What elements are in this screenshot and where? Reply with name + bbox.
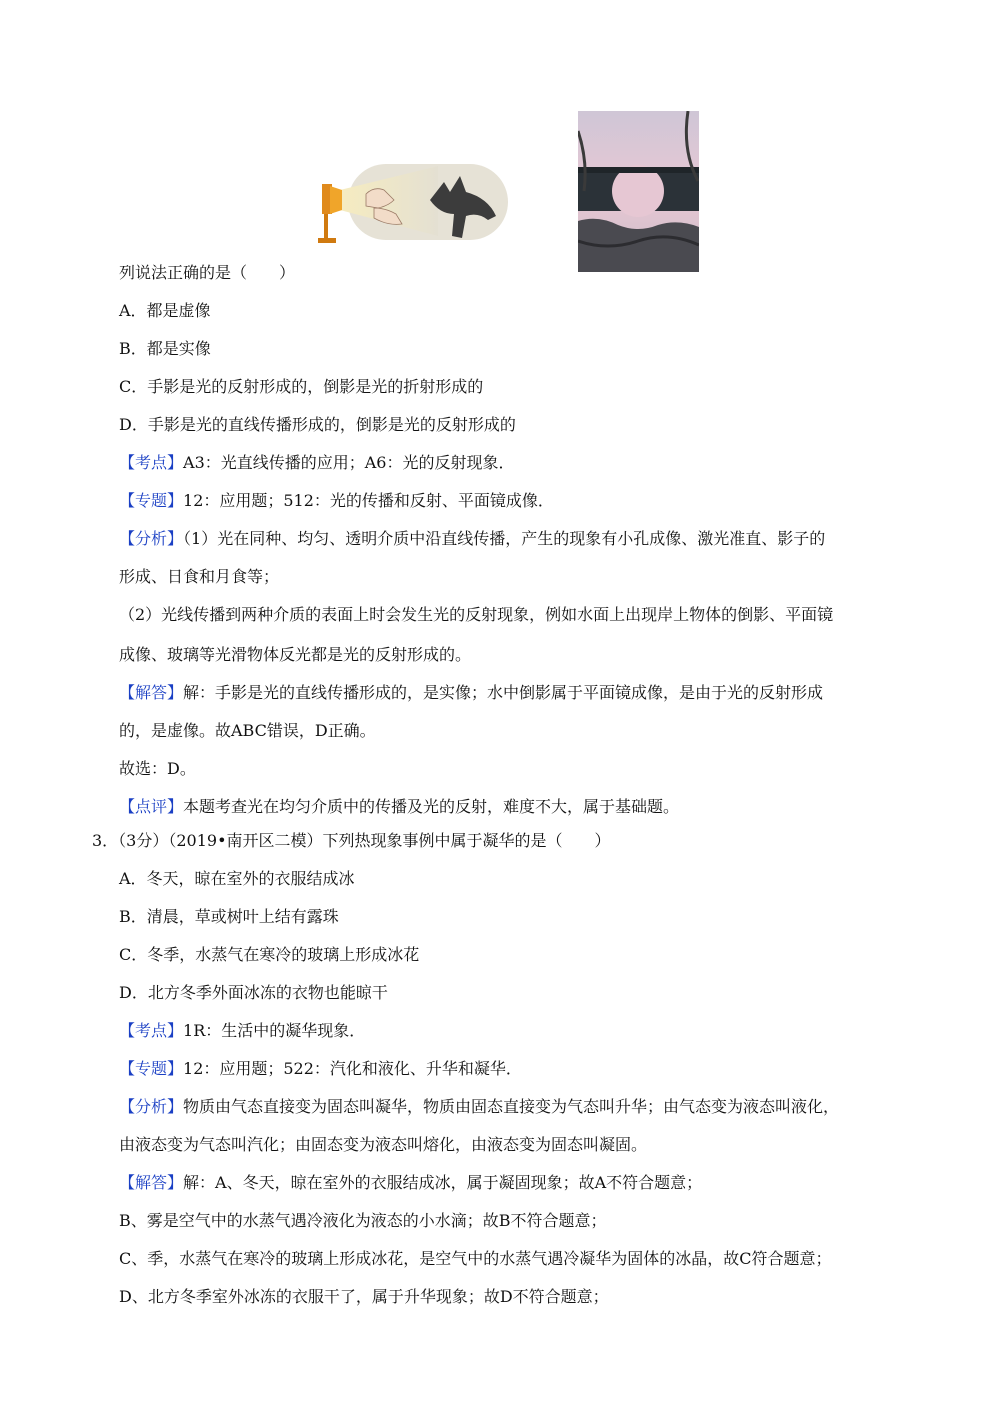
zhuanti-text: 12：应用题；512：光的传播和反射、平面镜成像． xyxy=(183,491,554,510)
q3-option-d: D．北方冬季外面冰冻的衣物也能晾干 xyxy=(119,983,388,1002)
q2-stem-tail: 列说法正确的是（ ） xyxy=(119,263,296,282)
fenxi-line: 物质由气态直接变为固态叫凝华，物质由固态直接变为气态叫升华；由气态变为液态叫液化， xyxy=(183,1097,840,1116)
zhuanti-tag: 【专题】 xyxy=(119,1059,184,1078)
q2-jieda xyxy=(119,682,823,704)
q3-zhuanti xyxy=(119,1058,522,1080)
zhuanti-tag: 【专题】 xyxy=(119,491,184,510)
q3-jieda xyxy=(119,1172,702,1194)
jieda-line: 解：手影是光的直线传播形成的，是实像；水中倒影属于平面镜成像，是由于光的反射形成 xyxy=(183,683,824,702)
q3-jieda-line: C、季，水蒸气在寒冷的玻璃上形成冰花，是空气中的水蒸气遇冷凝华为固体的冰晶，故C符合题意； xyxy=(119,1249,832,1268)
q2-fenxi-line: 形成、日食和月食等； xyxy=(119,567,280,586)
q3-option-a: A．冬天，晾在室外的衣服结成冰 xyxy=(119,869,355,888)
q3-jieda-line: B、雾是空气中的水蒸气遇冷液化为液态的小水滴；故B不符合题意； xyxy=(119,1211,607,1230)
q2-fenxi xyxy=(119,528,825,550)
hand-shadow-figure xyxy=(318,160,513,250)
q2-dianping xyxy=(119,796,679,818)
q2-option-a: A．都是虚像 xyxy=(119,301,211,320)
q2-jieda-line: 的，是虚像。故ABC错误，D正确。 xyxy=(119,721,376,740)
q3-option-b: B．清晨，草或树叶上结有露珠 xyxy=(119,907,339,926)
q2-fenxi-line: 成像、玻璃等光滑物体反光都是光的反射形成的。 xyxy=(119,645,472,664)
dianping-text: 本题考查光在均匀介质中的传播及光的反射，难度不大，属于基础题。 xyxy=(183,797,680,816)
zhuanti-text: 12：应用题；522：汽化和液化、升华和凝华． xyxy=(183,1059,522,1078)
kaodian-tag: 【考点】 xyxy=(119,453,184,472)
q2-answer: 故选：D。 xyxy=(119,759,196,778)
q2-kaodian xyxy=(119,452,515,474)
q2-option-c: C．手影是光的反射形成的，倒影是光的折射形成的 xyxy=(119,377,484,396)
q3-kaodian xyxy=(119,1020,365,1042)
fenxi-tag: 【分析】 xyxy=(119,529,184,548)
q3-option-c: C．冬季，水蒸气在寒冷的玻璃上形成冰花 xyxy=(119,945,420,964)
jieda-line: 解：A、冬天，晾在室外的衣服结成冰，属于凝固现象；故A不符合题意； xyxy=(183,1173,703,1192)
q3-fenxi xyxy=(119,1096,839,1118)
bridge-reflection-photo xyxy=(578,111,699,272)
q2-option-b: B．都是实像 xyxy=(119,339,211,358)
jieda-tag: 【解答】 xyxy=(119,1173,184,1192)
q3-jieda-line: D、北方冬季室外冰冻的衣服干了，属于升华现象；故D不符合题意； xyxy=(119,1287,609,1306)
dianping-tag: 【点评】 xyxy=(119,797,184,816)
fenxi-line: （1）光在同种、均匀、透明介质中沿直线传播，产生的现象有小孔成像、激光准直、影子的 xyxy=(183,529,826,548)
kaodian-tag: 【考点】 xyxy=(119,1021,184,1040)
fenxi-tag: 【分析】 xyxy=(119,1097,184,1116)
q3-stem: 3．（3分）（2019•南开区二模）下列热现象事例中属于凝华的是（ ） xyxy=(92,831,611,850)
kaodian-text: A3：光直线传播的应用；A6：光的反射现象． xyxy=(183,453,515,472)
q2-option-d: D．手影是光的直线传播形成的，倒影是光的反射形成的 xyxy=(119,415,516,434)
kaodian-text: 1R：生活中的凝华现象． xyxy=(183,1021,366,1040)
q2-fenxi-line: （2）光线传播到两种介质的表面上时会发生光的反射现象，例如水面上出现岸上物体的倒影、平面镜 xyxy=(119,605,834,624)
q3-fenxi-line: 由液态变为气态叫汽化；由固态变为液态叫熔化，由液态变为固态叫凝固。 xyxy=(119,1135,648,1154)
q2-zhuanti xyxy=(119,490,554,512)
jieda-tag: 【解答】 xyxy=(119,683,184,702)
